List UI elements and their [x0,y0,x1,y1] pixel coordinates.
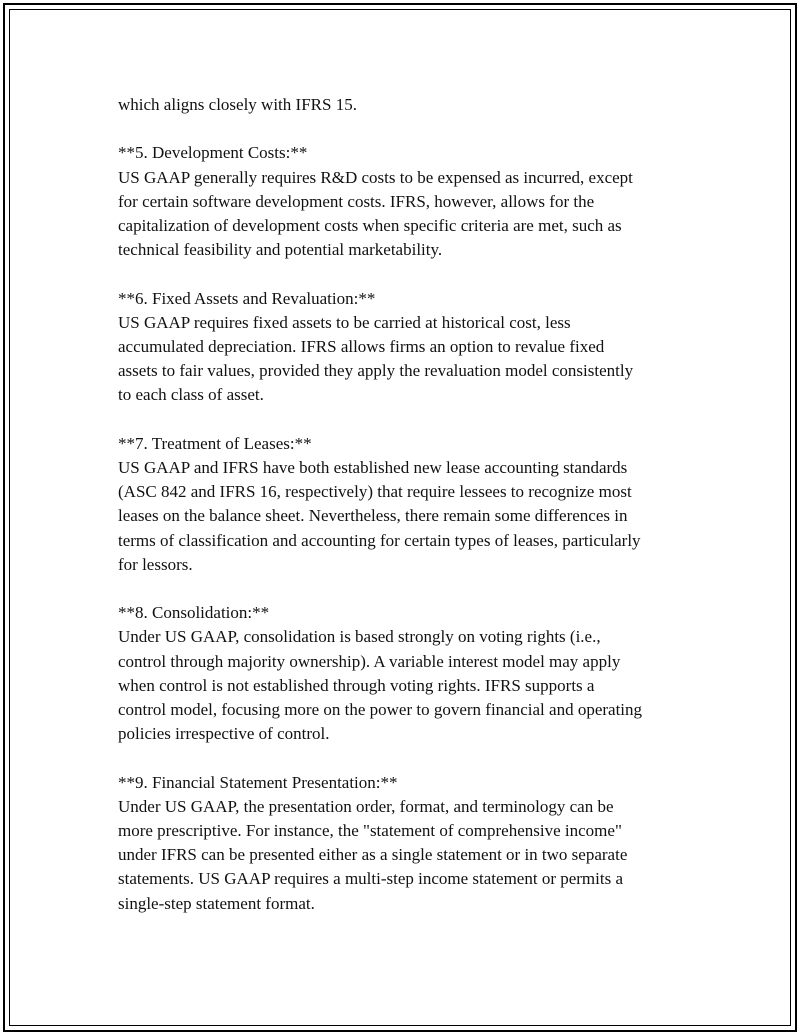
section-line: US GAAP and IFRS have both established new lease accounting standards [118,458,628,477]
section-heading-development-costs: **5. Development Costs:** [118,143,308,163]
section-line: statements. US GAAP requires a multi-step income statement or permits a [118,869,624,889]
section-line: (ASC 842 and IFRS 16, respectively) that require lessees to recognize most [118,482,632,502]
section-line: terms of classification and accounting for certain types of leases, particularly [118,530,641,550]
section-heading-consolidation: **8. Consolidation:** [118,603,270,623]
section-line: capitalization of development costs when specific criteria are met, such as [118,216,622,235]
intro-line: which aligns closely with IFRS 15. [118,95,357,114]
section-line: for lessors. [118,554,193,574]
section-line: Under US GAAP, the presentation order, format, and terminology can be [118,796,614,816]
section-line: single-step statement format. [118,893,315,913]
section-line: accumulated depreciation. IFRS allows firms an option to revalue fixed [118,337,605,356]
paragraph-gap [118,746,698,770]
section-line: Under US GAAP, consolidation is based strongly on voting rights (i.e., [118,627,601,647]
section-line: US GAAP requires fixed assets to be carried at historical cost, less [118,312,571,332]
section-heading-leases: **7. Treatment of Leases:** [118,433,312,453]
section-line: control model, focusing more on the power to govern financial and operating [118,700,643,720]
section-line: policies irrespective of control. [118,724,330,744]
section-line: control through majority ownership). A variable interest model may apply [118,651,621,671]
paragraph-gap [118,262,698,286]
section-line: for certain software development costs. IFRS, however, allows for the [118,191,595,211]
section-heading-financial-statement-presentation: **9. Financial Statement Presentation:** [118,772,398,792]
section-line: to each class of asset. [118,385,264,405]
paragraph-gap [118,117,698,141]
section-line: under IFRS can be presented either as a single statement or in two separate [118,845,628,865]
section-heading-fixed-assets: **6. Fixed Assets and Revaluation:** [118,288,376,308]
section-line: more prescriptive. For instance, the "statement of comprehensive income" [118,821,622,841]
section-line: assets to fair values, provided they apply the revaluation model consistently [118,361,634,381]
paragraph-gap [118,408,698,432]
section-line: US GAAP generally requires R&D costs to be expensed as incurred, except [118,167,633,187]
document-body [118,93,698,916]
section-line: leases on the balance sheet. Nevertheless, there remain some differences in [118,506,628,526]
section-line: when control is not established through voting rights. IFRS supports a [118,675,595,695]
paragraph-gap [118,577,698,601]
section-line: technical feasibility and potential marketability. [118,240,443,260]
